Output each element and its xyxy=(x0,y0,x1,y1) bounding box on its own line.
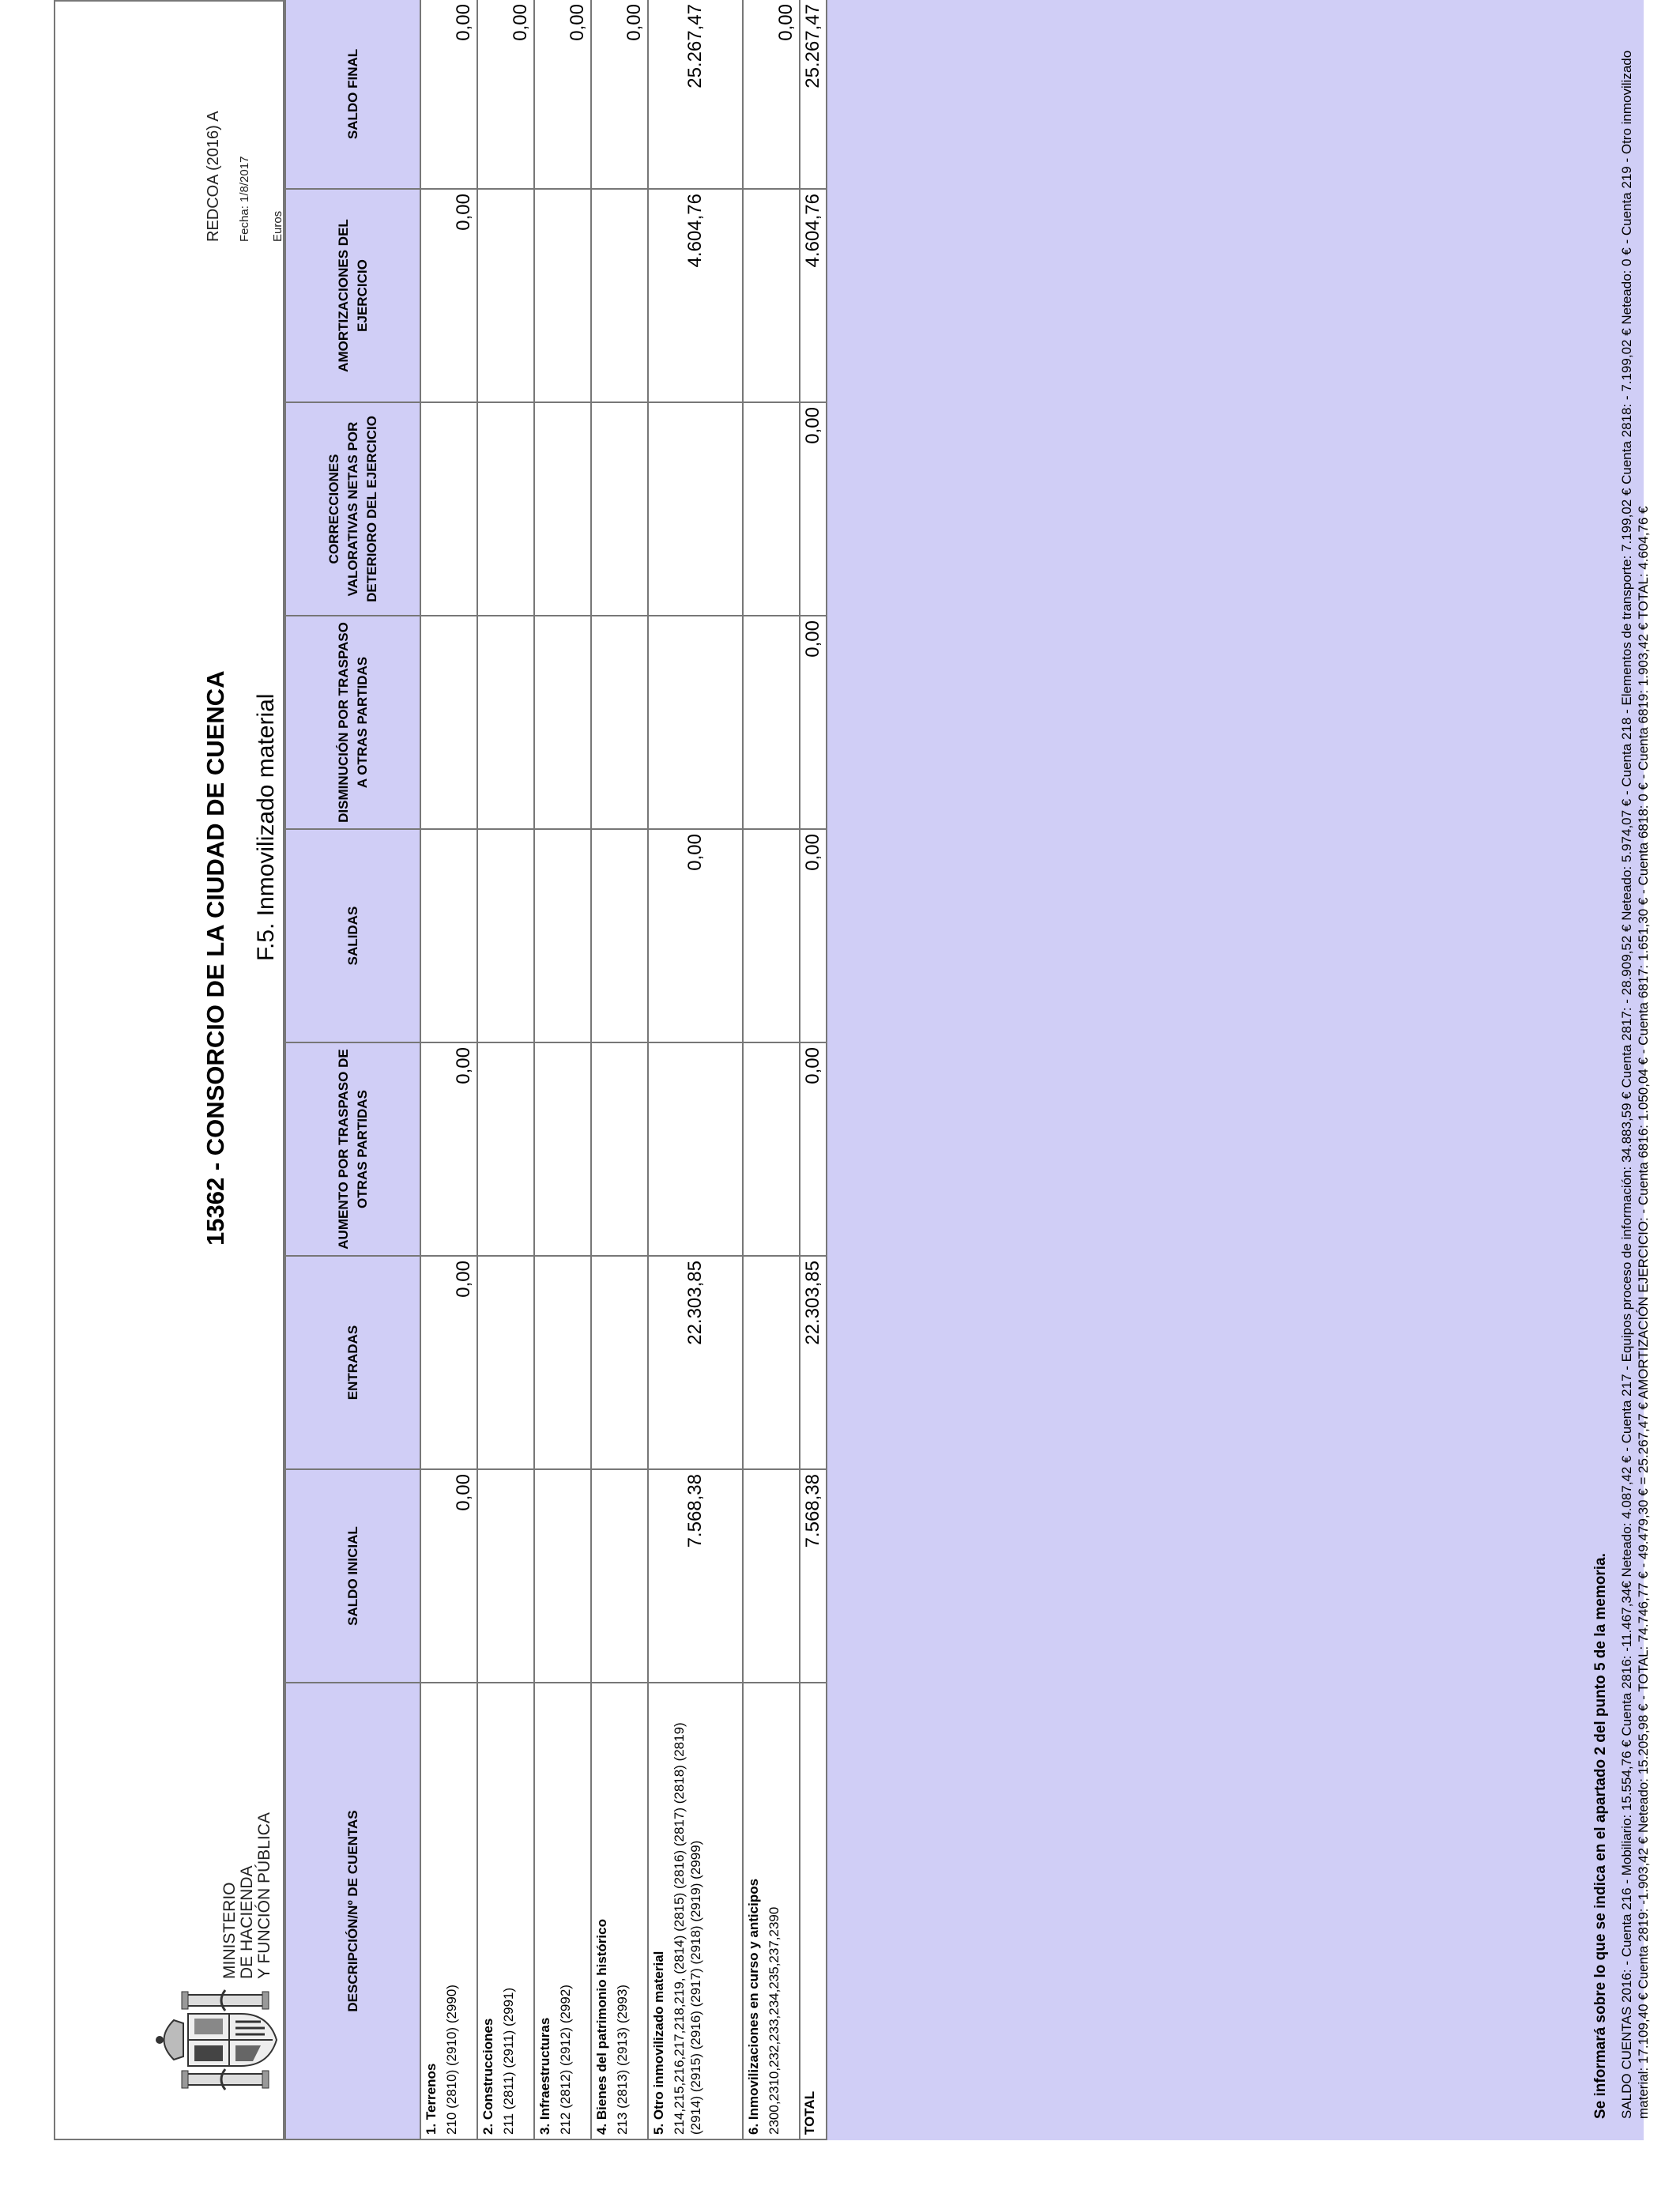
row-accounts: 213 (2813) (2913) (2993) xyxy=(615,1985,630,2135)
cell-value xyxy=(477,616,534,829)
cell-value xyxy=(591,616,648,829)
cell-value xyxy=(477,1469,534,1683)
cell-value: 0,00 xyxy=(591,0,648,189)
coat-of-arms-icon xyxy=(150,1989,284,2091)
row-name: 5. Otro inmovilizado material xyxy=(651,1951,666,2135)
cell-value xyxy=(648,1042,743,1256)
total-row xyxy=(800,0,827,2139)
report-header xyxy=(54,0,284,2140)
table-row xyxy=(420,0,477,2139)
cell-value: 0,00 xyxy=(477,0,534,189)
cell-value xyxy=(591,1042,648,1256)
cell-value: 4.604,76 xyxy=(648,189,743,402)
col-header-aumento-traspaso: AUMENTO POR TRASPASO DE OTRAS PARTIDAS xyxy=(285,1042,420,1256)
cell-value: 0,00 xyxy=(534,0,591,189)
cell-value xyxy=(534,189,591,402)
report-units: Euros xyxy=(271,210,284,242)
total-value: 4.604,76 xyxy=(800,189,827,402)
row-description xyxy=(420,1683,477,2139)
cell-value xyxy=(743,1469,800,1683)
col-header-saldo-inicial: SALDO INICIAL xyxy=(285,1469,420,1683)
row-name: 1. Terrenos xyxy=(424,2063,439,2135)
col-header-disminucion-traspaso: DISMINUCIÓN POR TRASPASO A OTRAS PARTIDAS xyxy=(285,616,420,829)
ministry-name xyxy=(221,1812,273,1979)
row-name: 6. Inmovilizaciones en curso y anticipos xyxy=(746,1878,761,2135)
table-row xyxy=(743,0,800,2139)
row-accounts: 2300,2310,232,233,234,235,237,2390 xyxy=(767,1906,782,2135)
cell-value xyxy=(648,402,743,616)
row-name: 2. Construcciones xyxy=(480,2018,495,2135)
row-accounts: 212 (2812) (2912) (2992) xyxy=(558,1985,573,2135)
total-value: 25.267,47 xyxy=(800,0,827,189)
total-value: 0,00 xyxy=(800,1042,827,1256)
table-row xyxy=(591,0,648,2139)
row-description xyxy=(743,1683,800,2139)
col-header-saldo-final: SALDO FINAL xyxy=(285,0,420,189)
ministry-line-2: DE HACIENDA xyxy=(238,1865,256,1979)
report-title: 15362 - CONSORCIO DE LA CIUDAD DE CUENCA xyxy=(202,670,229,1246)
cell-value xyxy=(534,1469,591,1683)
col-header-correcciones-valorativas: CORRECCIONES VALORATIVAS NETAS POR DETERIORO DEL EJERCICIO xyxy=(285,402,420,616)
cell-value xyxy=(534,829,591,1042)
cell-value: 22.303,85 xyxy=(648,1256,743,1469)
memo-note: Se informará sobre lo que se indica en el apartado 2 del punto 5 de la memoria. xyxy=(1592,1553,1609,2119)
cell-value xyxy=(534,1256,591,1469)
cell-value: 7.568,38 xyxy=(648,1469,743,1683)
row-description xyxy=(591,1683,648,2139)
table-header-row xyxy=(285,0,420,2139)
cell-value: 0,00 xyxy=(420,0,477,189)
table-row xyxy=(477,0,534,2139)
row-accounts: 210 (2810) (2910) (2990) xyxy=(444,1985,459,2135)
cell-value xyxy=(743,616,800,829)
cell-value xyxy=(743,402,800,616)
table-row xyxy=(648,0,743,2139)
row-name: 3. Infraestructuras xyxy=(537,2017,552,2135)
col-header-salidas: SALIDAS xyxy=(285,829,420,1042)
cell-value xyxy=(534,402,591,616)
cell-value xyxy=(534,1042,591,1256)
ministry-line-3: Y FUNCIÓN PÚBLICA xyxy=(255,1812,273,1979)
cell-value xyxy=(420,402,477,616)
col-header-description: DESCRIPCIÓN/Nº DE CUENTAS xyxy=(285,1683,420,2139)
row-accounts: 214,215,216,217,218,219, (2814) (2815) (2816) (2817) (2818) (2819) (2914) (2915) (2916) (2917) (2918) (2919) (2999) xyxy=(672,1722,703,2135)
cell-value xyxy=(477,189,534,402)
row-description xyxy=(534,1683,591,2139)
cell-value xyxy=(591,1469,648,1683)
report-code: REDCOA (2016) A xyxy=(205,111,222,242)
cell-value xyxy=(477,829,534,1042)
cell-value xyxy=(477,1042,534,1256)
cell-value xyxy=(743,1042,800,1256)
report-subtitle: F.5. Inmovilizado material xyxy=(253,693,279,961)
col-header-entradas: ENTRADAS xyxy=(285,1256,420,1469)
cell-value xyxy=(743,829,800,1042)
cell-value xyxy=(591,1256,648,1469)
cell-value: 0,00 xyxy=(648,829,743,1042)
cell-value: 25.267,47 xyxy=(648,0,743,189)
cell-value xyxy=(648,616,743,829)
row-accounts: 211 (2811) (2911) (2991) xyxy=(501,1987,516,2135)
account-summary-text: SALDO CUENTAS 2016: - Cuenta 216 - Mobiliario: 15.554,76 € Cuenta 2816: -11.467,34€ Neteado: 4.087,42 € - Cuenta 217 - Equipos proceso de información: 34.883,59 € Cuenta 2817: - 28.909,52 € Neteado: 5.974,07 € - Cuenta 218 - Elementos de transporte: 7.199,02 € Cuenta 2818: - 7.199,02 € Neteado: 0 € - Cuenta 219 - Otro inmovilizado material: 17.109,40 € Cuenta 2819: -1.903,42 € Neteado: 15.205,98 € - TOTAL: 74.746,77 € - 49.479,30 € = 25.267,47 € AMORTIZACIÓN EJERCICIO: - Cuenta 6816: 1.050,04 € - Cuenta 6817: 1.651,30 € - Cuenta 6818: 0 € - Cuenta 6819: 1.903,42 € TOTAL: 4.604,76 € xyxy=(1619,50,1651,2119)
cell-value: 0,00 xyxy=(420,1042,477,1256)
col-header-amortizaciones: AMORTIZACIONES DEL EJERCICIO xyxy=(285,189,420,402)
fixed-assets-table xyxy=(284,0,827,2140)
cell-value xyxy=(591,189,648,402)
cell-value xyxy=(420,616,477,829)
cell-value: 0,00 xyxy=(420,189,477,402)
total-value: 0,00 xyxy=(800,616,827,829)
cell-value xyxy=(743,189,800,402)
ministry-line-1: MINISTERIO xyxy=(220,1882,239,1979)
cell-value xyxy=(477,1256,534,1469)
row-description xyxy=(648,1683,743,2139)
cell-value: 0,00 xyxy=(743,0,800,189)
report-code-block xyxy=(205,111,286,242)
cell-value xyxy=(743,1256,800,1469)
total-value: 7.568,38 xyxy=(800,1469,827,1683)
table-area xyxy=(284,0,1644,2140)
row-description xyxy=(477,1683,534,2139)
total-label: TOTAL xyxy=(800,1683,827,2139)
report-date: Fecha: 1/8/2017 xyxy=(238,156,251,242)
total-value: 22.303,85 xyxy=(800,1256,827,1469)
cell-value xyxy=(420,829,477,1042)
cell-value: 0,00 xyxy=(420,1469,477,1683)
total-value: 0,00 xyxy=(800,402,827,616)
cell-value xyxy=(591,829,648,1042)
row-name: 4. Bienes del patrimonio histórico xyxy=(594,1919,609,2135)
cell-value: 0,00 xyxy=(420,1256,477,1469)
total-value: 0,00 xyxy=(800,829,827,1042)
cell-value xyxy=(591,402,648,616)
cell-value xyxy=(477,402,534,616)
table-row xyxy=(534,0,591,2139)
cell-value xyxy=(534,616,591,829)
